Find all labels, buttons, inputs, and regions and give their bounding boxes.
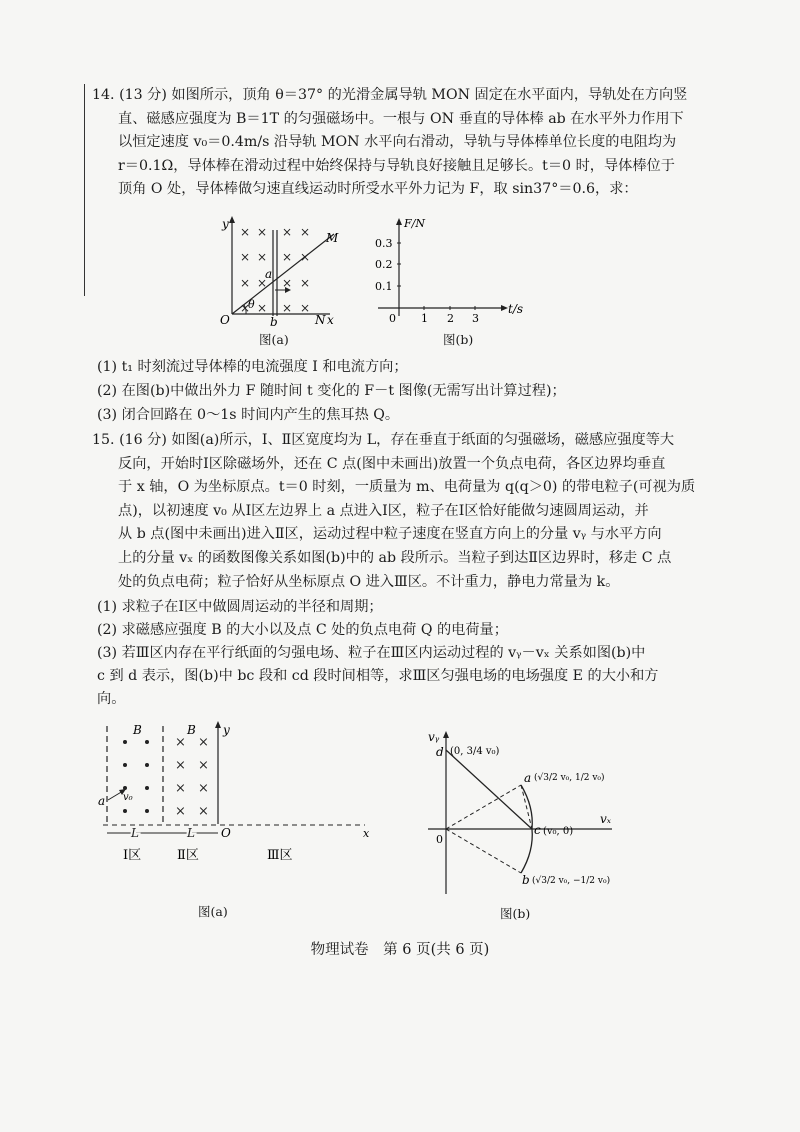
ytick-label: 0.2 [375, 258, 393, 271]
q15-item-1: (1) 求粒子在Ⅰ区中做圆周运动的半径和周期； [97, 599, 383, 615]
q15-line: 反向，开始时Ⅰ区除磁场外，还在 C 点(图中未画出)放置一个负点电荷，各区边界均垂直 [118, 455, 666, 472]
svg-text:×: × [282, 301, 293, 315]
q15-item-3-line: (3) 若Ⅲ区内存在平行纸面的匀强电场、粒子在Ⅲ区内运动过程的 vᵧ－vₓ 关系如图(b)中 [97, 645, 646, 661]
label-F: F/N [404, 217, 425, 230]
y-axis-arrow [215, 721, 221, 728]
label-x: x [327, 313, 334, 327]
svg-text:×: × [282, 225, 293, 239]
label-O: O [221, 826, 231, 840]
origin-label: 0 [389, 312, 396, 325]
q15-item-3-line: 向。 [97, 691, 126, 707]
zone1-label: Ⅰ区 [123, 848, 142, 863]
q15-line: 15. (16 分) 如图(a)所示，Ⅰ、Ⅱ区宽度均为 L，存在垂直于纸面的匀强磁场，磁感应强度等大 [92, 432, 675, 448]
svg-text:×: × [282, 276, 293, 290]
label-vy: vᵧ [428, 730, 440, 744]
svg-text:×: × [175, 735, 186, 750]
svg-text:×: × [282, 250, 293, 264]
xtick-label: 2 [447, 312, 454, 325]
q14-fig-b-caption: 图(b) [443, 332, 474, 347]
q14-line: 以恒定速度 v₀＝0.4m/s 沿导轨 MON 水平向右滑动，导轨与导体棒单位长度的电阻均为 [118, 134, 677, 151]
svg-text:×: × [240, 276, 251, 290]
label-x: x [363, 827, 370, 840]
q15-fig-b-caption: 图(b) [500, 906, 531, 921]
svg-text:×: × [240, 301, 251, 315]
xtick-label: 1 [421, 312, 428, 325]
q14-figure-a [212, 212, 352, 327]
label-vx: vₓ [600, 812, 612, 826]
label-a: a [98, 794, 106, 808]
svg-text:×: × [257, 301, 268, 315]
label-theta: θ [248, 298, 255, 311]
q15-line: 点)，以初速度 v₀ 从Ⅰ区左边界上 a 点进入Ⅰ区，粒子在Ⅰ区恰好能做匀速圆周运动，并 [118, 502, 649, 519]
segment-cd [446, 750, 532, 829]
vy-axis-arrow [443, 731, 449, 738]
q15-item-3 [97, 642, 713, 711]
coord-a: (√3/2 v₀, 1/2 v₀) [534, 773, 605, 783]
svg-text:×: × [300, 225, 311, 239]
svg-text:×: × [198, 781, 209, 796]
y-axis-arrow [229, 216, 235, 223]
svg-text:×: × [300, 301, 311, 315]
xtick-label: 3 [472, 312, 479, 325]
label-v0: v₀ [123, 792, 133, 803]
left-margin-rule [84, 84, 85, 296]
svg-text:×: × [240, 250, 251, 264]
svg-text:×: × [257, 225, 268, 239]
q14-statement [92, 84, 708, 202]
q15-figure-b [420, 716, 620, 901]
page-footer: 物理试卷 第 6 页(共 6 页) [310, 942, 490, 958]
ytick-label: 0.1 [375, 280, 393, 293]
label-N: N [315, 313, 326, 327]
label-y: y [222, 217, 229, 231]
svg-text:×: × [175, 781, 186, 796]
label-a: a [265, 267, 273, 281]
label-O: O [220, 313, 230, 327]
label-B1: B [133, 723, 142, 737]
label-t: t/s [508, 302, 524, 316]
label-M: M [326, 231, 339, 245]
svg-text:×: × [198, 804, 209, 819]
svg-text:×: × [300, 276, 311, 290]
q14-item-1: (1) t₁ 时刻流过导体棒的电流强度 I 和电流方向； [97, 359, 408, 375]
svg-text:×: × [300, 250, 311, 264]
label-b: b [270, 315, 278, 327]
label-y: y [223, 723, 230, 737]
q14-item-3: (3) 闭合回路在 0～1s 时间内产生的焦耳热 Q。 [97, 407, 400, 423]
q14-item-2: (2) 在图(b)中做出外力 F 随时间 t 变化的 F－t 图像(无需写出计算过程)； [97, 383, 566, 399]
zone3-label: Ⅲ区 [267, 848, 293, 863]
zone2-label: Ⅱ区 [177, 848, 199, 863]
q14-figure-b [368, 212, 538, 327]
origin-label: 0 [436, 833, 443, 846]
q14-line: 顶角 O 处，导体棒做匀速直线运动时所受水平外力记为 F，取 sin37°＝0.6，求： [118, 181, 638, 198]
coord-c: (v₀, 0) [543, 826, 574, 837]
q15-figure-a [95, 716, 380, 866]
label-b: b [522, 873, 530, 887]
q15-line: 上的分量 vₓ 的函数图像关系如图(b)中的 ab 段所示。当粒子到达Ⅱ区边界时，移走 C 点 [118, 549, 672, 566]
field-crosses-into-page [175, 735, 209, 819]
svg-text:×: × [198, 735, 209, 750]
q14-line: r＝0.1Ω，导体棒在滑动过程中始终保持与导轨良好接触且足够长。t＝0 时，导体棒位于 [118, 157, 675, 174]
q14-line: 14. (13 分) 如图所示，顶角 θ＝37° 的光滑金属导轨 MON 固定在水平面内，导轨处在方向竖 [92, 87, 688, 103]
coord-d: (0, 3/4 v₀) [450, 746, 500, 757]
svg-text:×: × [240, 225, 251, 239]
label-d: d [436, 745, 444, 759]
svg-text:×: × [175, 804, 186, 819]
label-L1: L [131, 826, 139, 840]
svg-text:×: × [257, 250, 268, 264]
label-c: c [534, 823, 541, 837]
q14-fig-a-caption: 图(a) [259, 332, 289, 347]
label-B2: B [187, 723, 196, 737]
q15-line: 处的负点电荷；粒子恰好从坐标原点 O 进入Ⅲ区。不计重力，静电力常量为 k。 [118, 573, 620, 590]
F-axis-arrow [396, 218, 402, 225]
svg-text:×: × [257, 276, 268, 290]
label-a: a [524, 771, 532, 785]
q14-line: 直、磁感应强度为 B＝1T 的匀强磁场中。一根与 ON 垂直的导体棒 ab 在水平外力作用下 [118, 110, 684, 127]
dashed-radius-b [446, 829, 521, 873]
t-axis-arrow [501, 305, 508, 311]
q15-line: 于 x 轴，O 为坐标原点。t＝0 时刻，一质量为 m、电荷量为 q(q＞0) 的带电粒子(可视为质 [118, 479, 696, 496]
q15-line: 从 b 点(图中未画出)进入Ⅱ区，运动过程中粒子速度在竖直方向上的分量 vᵧ 与水平方向 [118, 526, 662, 543]
label-L2: L [187, 826, 195, 840]
svg-text:×: × [175, 758, 186, 773]
svg-text:×: × [198, 758, 209, 773]
q15-item-2: (2) 求磁感应强度 B 的大小以及点 C 处的负点电荷 Q 的电荷量； [97, 622, 508, 638]
coord-b: (√3/2 v₀, −1/2 v₀) [532, 876, 611, 886]
q15-statement [92, 429, 708, 594]
q15-fig-a-caption: 图(a) [198, 904, 228, 919]
dashed-radius-a [446, 785, 521, 829]
ytick-label: 0.3 [375, 237, 393, 250]
q15-item-3-line: c 到 d 表示，图(b)中 bc 段和 cd 段时间相等，求Ⅲ区匀强电场的电场强度 E 的大小和方 [97, 668, 659, 684]
